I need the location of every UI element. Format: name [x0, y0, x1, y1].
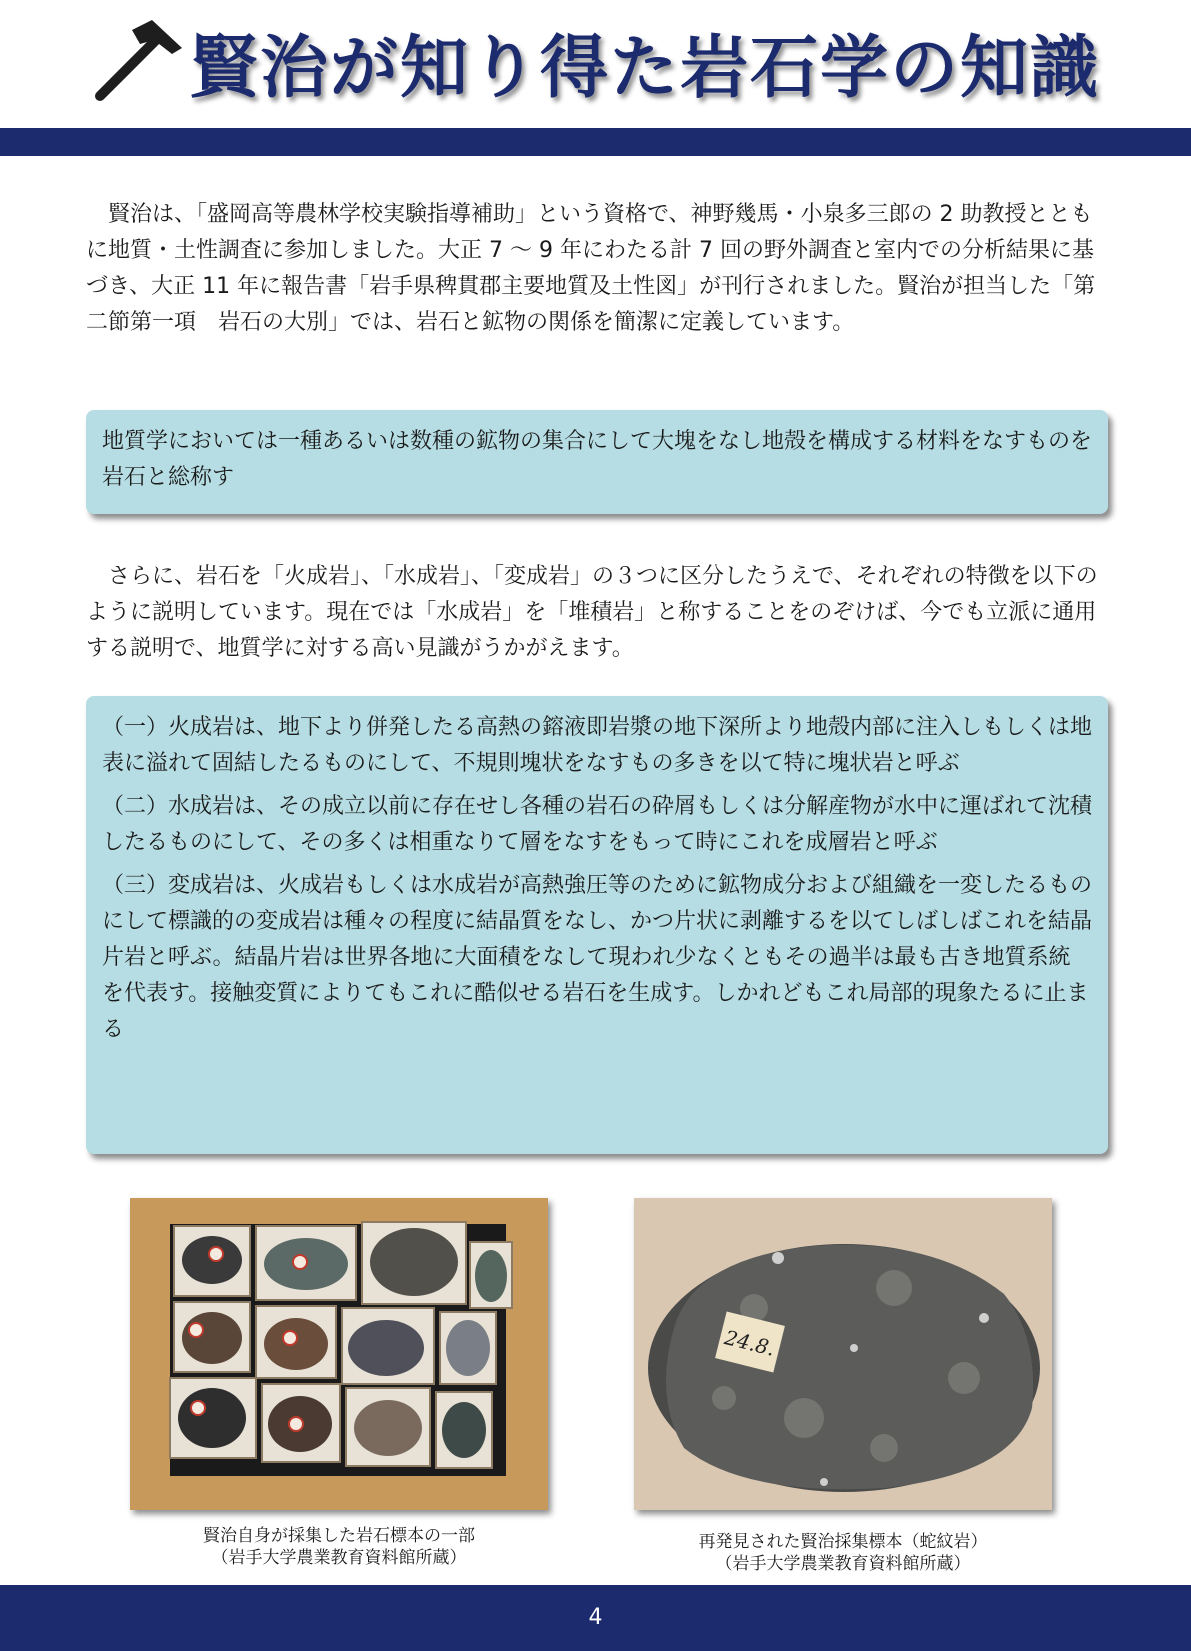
- intro-paragraph: 賢治は、「盛岡高等農林学校実験指導補助」という資格で、神野幾馬・小泉多三郎の 2 助教授とともに地質・土性調査に参加しました。大正 7 〜 9 年にわたる計 7 回の野外調査と室内での分析結果に基づき、大正 11 年に報告書「岩手県稗貫郡主要地質及土性図」が刊行されました。賢治が担当した「第二節第一項 岩石の大別」では、岩石と鉱物の関係を簡潔に定義しています。: [86, 202, 1096, 335]
- rock-types-quote-box: [86, 696, 1108, 1154]
- page-footer: [0, 1585, 1191, 1651]
- specimen-tray-caption: [130, 1525, 548, 1569]
- page-title: 賢治が知り得た岩石学の知識: [190, 28, 1101, 108]
- serpentinite-specimen-photo: [634, 1198, 1052, 1510]
- caption-line: 再発見された賢治採集標本（蛇紋岩）: [698, 1532, 988, 1552]
- sedimentary-rock-text: （二）水成岩は、その成立以前に存在せし各種の岩石の砕屑もしくは分解産物が水中に運ばれて沈積したるものにして、その多くは相重なりて層をなすをもって時にこれを成層岩と呼ぶ: [102, 794, 1093, 855]
- hammer-icon: [92, 14, 188, 104]
- title-divider-bar: [0, 128, 1191, 156]
- definition-quote-box: [86, 410, 1108, 514]
- classification-paragraph: さらに、岩石を「火成岩」、「水成岩」、「変成岩」の３つに区分したうえで、それぞれの特徴を以下のように説明しています。現在では「水成岩」を「堆積岩」と称することをのぞけば、今でも立派に通用する説明で、地質学に対する高い見識がうかがえます。: [86, 564, 1098, 661]
- caption-line: （岩手大学農業教育資料館所蔵）: [715, 1554, 971, 1574]
- specimen-tag-text: 24.8.: [722, 1325, 778, 1361]
- metamorphic-rock-text: （三）変成岩は、火成岩もしくは水成岩が高熱強圧等のために鉱物成分および組織を一変したるものにして標識的の変成岩は種々の程度に結晶質をなし、かつ片状に剥離するを以てしばしばこれを結晶片岩と呼ぶ。結晶片岩は世界各地に大面積をなして現われ少なくともその過半は最も古き地質系統を代表す。接触変質によりてもこれに酷似せる岩石を生成す。しかれどもこれ局部的現象たるに止まる: [102, 873, 1093, 1042]
- definition-quote-text: 地質学においては一種あるいは数種の鉱物の集合にして大塊をなし地殻を構成する材料をなすものを岩石と総称す: [102, 429, 1093, 490]
- caption-line: （岩手大学農業教育資料館所蔵）: [211, 1548, 467, 1568]
- serpentinite-caption: [634, 1531, 1052, 1575]
- caption-line: 賢治自身が採集した岩石標本の一部: [203, 1526, 475, 1546]
- page-header: [0, 0, 1191, 128]
- page-number: 4: [588, 1605, 603, 1630]
- specimen-tray-photo: [130, 1198, 548, 1510]
- igneous-rock-text: （一）火成岩は、地下より併発したる高熱の鎔液即岩漿の地下深所より地殻内部に注入しもしくは地表に溢れて固結したるものにして、不規則塊状をなすもの多きを以て特に塊状岩と呼ぶ: [102, 715, 1093, 776]
